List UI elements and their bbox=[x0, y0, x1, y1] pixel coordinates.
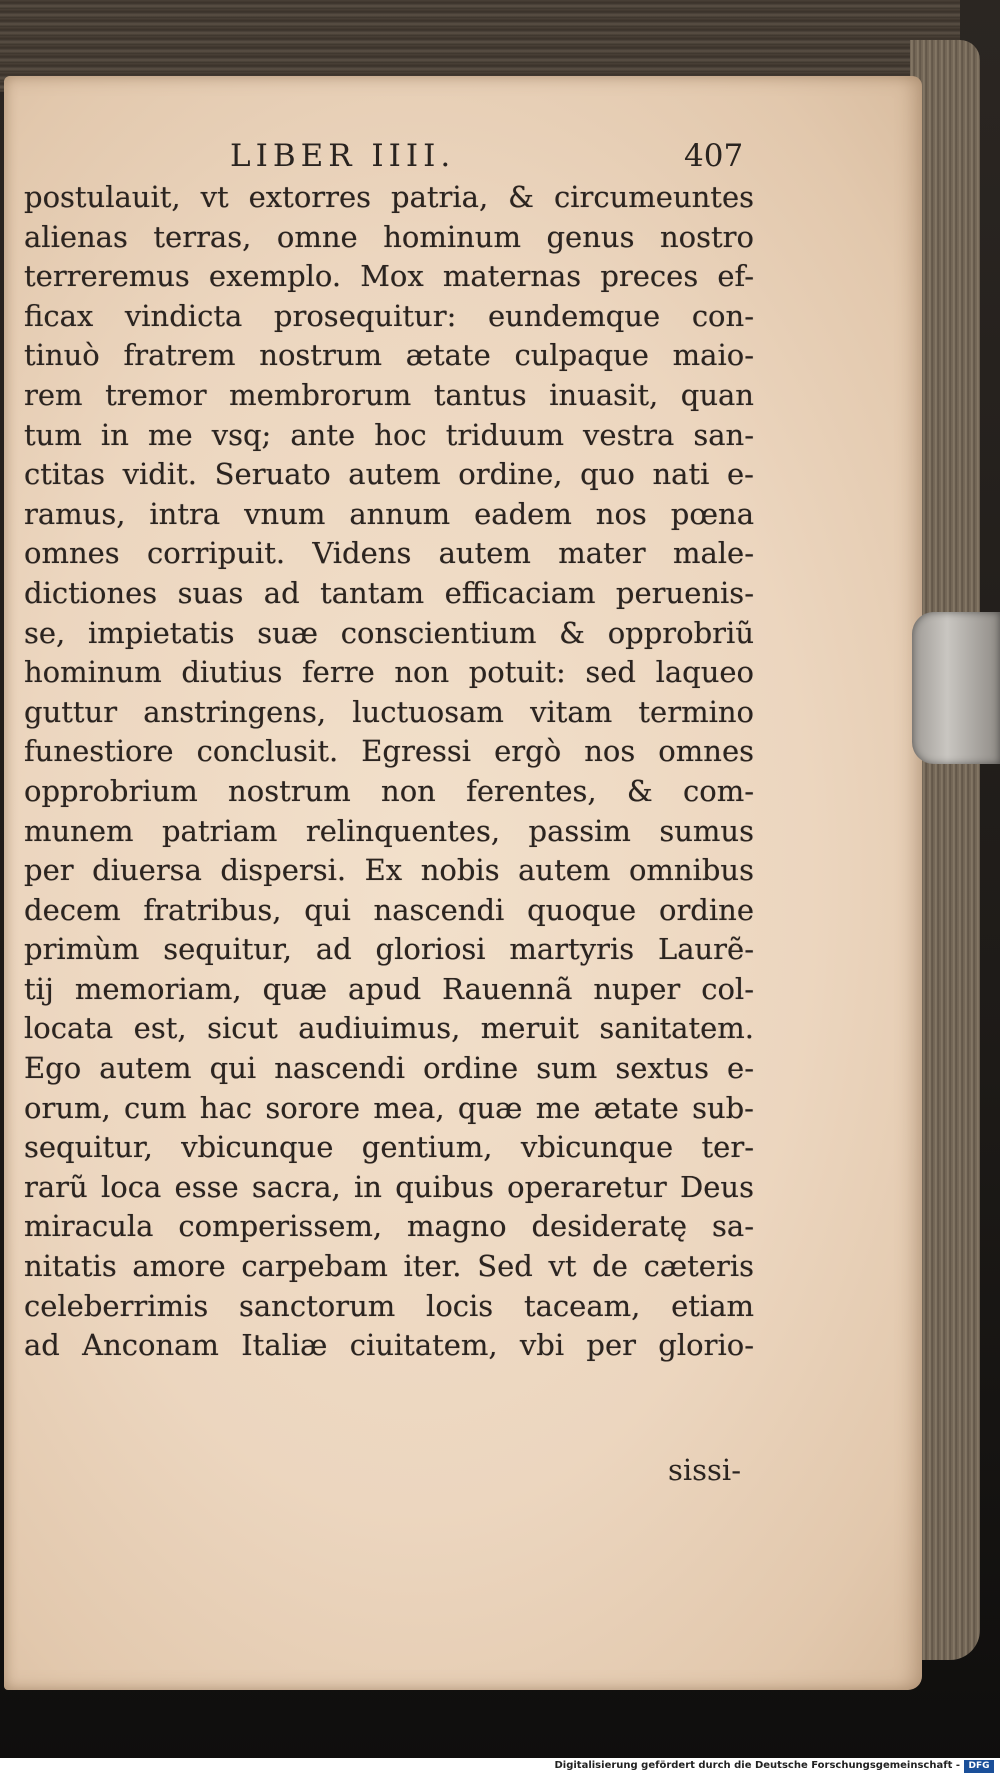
text-line: se, impietatis suæ conscientium & opprobriũ bbox=[24, 615, 754, 650]
text-line: nitatis amore carpebam iter. Sed vt de cæteris bbox=[24, 1249, 754, 1284]
text-line: tij memoriam, quæ apud Rauennã nuper col- bbox=[24, 971, 754, 1006]
text-line: rarũ loca esse sacra, in quibus operaretur Deus bbox=[24, 1169, 754, 1204]
text-line: tinuò fratrem nostrum ætate culpaque maio- bbox=[24, 338, 754, 373]
text-line: ramus, intra vnum annum eadem nos pœna bbox=[24, 496, 754, 531]
dfg-logo: DFG bbox=[964, 1760, 994, 1773]
text-line: omnes corripuit. Videns autem mater male- bbox=[24, 536, 754, 571]
text-line: munem patriam relinquentes, passim sumus bbox=[24, 813, 754, 848]
text-line: dictiones suas ad tantam efficaciam peruenis- bbox=[24, 575, 754, 610]
text-line: ad Anconam Italiæ ciuitatem, vbi per glorio- bbox=[24, 1328, 754, 1363]
body-text bbox=[24, 178, 754, 1366]
text-line: tum in me vsq; ante hoc triduum vestra san- bbox=[24, 417, 754, 452]
text-line: primùm sequitur, ad gloriosi martyris Laurẽ- bbox=[24, 932, 754, 967]
text-line: guttur anstringens, luctuosam vitam termino bbox=[24, 694, 754, 729]
text-line: ficax vindicta prosequitur: eundemque con- bbox=[24, 298, 754, 333]
text-line: ctitas vidit. Seruato autem ordine, quo nati e- bbox=[24, 457, 754, 492]
text-line: opprobrium nostrum non ferentes, & com- bbox=[24, 773, 754, 808]
page-number: 407 bbox=[684, 138, 744, 174]
text-line: miracula comperissem, magno desideratę sa- bbox=[24, 1209, 754, 1244]
text-line: Ego autem qui nascendi ordine sum sextus e- bbox=[24, 1051, 754, 1086]
text-line: decem fratribus, qui nascendi quoque ordine bbox=[24, 892, 754, 927]
text-line: funestiore conclusit. Egressi ergò nos omnes bbox=[24, 734, 754, 769]
catchword: sissi- bbox=[668, 1453, 741, 1487]
text-line: terreremus exemplo. Mox maternas preces ef- bbox=[24, 259, 754, 294]
text-line: per diuersa dispersi. Ex nobis autem omnibus bbox=[24, 853, 754, 888]
text-line: locata est, sicut audiuimus, meruit sanitatem. bbox=[24, 1011, 754, 1046]
text-line: postulauit, vt extorres patria, & circumeuntes bbox=[24, 180, 754, 214]
text-line: alienas terras, omne hominum genus nostro bbox=[24, 219, 754, 254]
text-line: hominum diutius ferre non potuit: sed laqueo bbox=[24, 655, 754, 690]
page-header bbox=[0, 138, 918, 178]
text-line: celeberrimis sanctorum locis taceam, etiam bbox=[24, 1288, 754, 1323]
running-head: LIBER IIII. bbox=[230, 138, 456, 174]
text-line: rem tremor membrorum tantus inuasit, quan bbox=[24, 377, 754, 412]
text-line: orum, cum hac sorore mea, quæ me ætate sub- bbox=[24, 1090, 754, 1125]
digitization-credit: Digitalisierung gefördert durch die Deutsche Forschungsgemeinschaft - bbox=[554, 1760, 960, 1771]
text-line: sequitur, vbicunque gentium, vbicunque ter- bbox=[24, 1130, 754, 1165]
bookmark-clip bbox=[912, 612, 1000, 764]
